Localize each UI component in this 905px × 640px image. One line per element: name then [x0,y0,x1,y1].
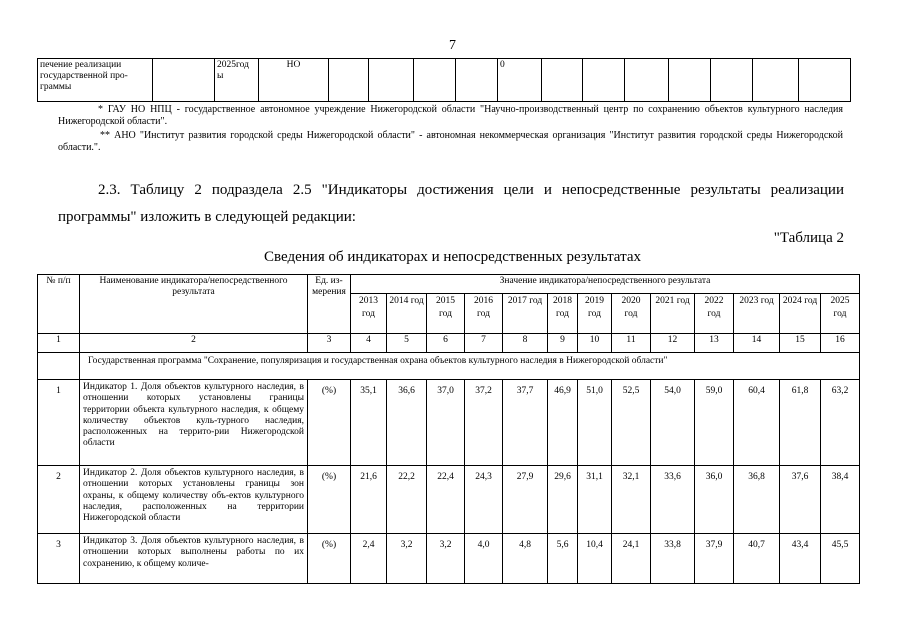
cell-empty [542,59,583,102]
cell-value: 0 [498,59,542,102]
value-cell: 27,9 [503,466,548,534]
column-number: 14 [734,334,780,353]
year-header: 2016 год [465,294,503,334]
column-number: 16 [821,334,860,353]
column-number: 11 [612,334,651,353]
cell-empty [711,59,753,102]
year-header: 2017 год [503,294,548,334]
row-number: 2 [38,466,80,534]
cell-empty [456,59,498,102]
value-cell: 24,1 [612,534,651,584]
body-paragraph: 2.3. Таблицу 2 подраздела 2.5 "Индикаторы достижения цели и непосредственные результаты реализации программы" изложить в следующей редакции: [58,182,844,225]
indicators-table [37,274,860,584]
cell-text: печение реализации государственной про-граммы [38,59,153,102]
unit-cell: (%) [308,534,351,584]
column-number: 6 [427,334,465,353]
year-header: 2023 год [734,294,780,334]
cell-empty [583,59,625,102]
value-cell: 10,4 [578,534,612,584]
footnote-2: ** АНО "Институт развития городской среды Нижегородской области" - автономная некоммерческая организация "Институт развития городской среды Нижегородской области.". [58,130,843,153]
value-cell: 31,1 [578,466,612,534]
value-cell: 5,6 [548,534,578,584]
value-cell: 37,0 [427,380,465,466]
column-number: 1 [38,334,80,353]
footnote-1: * ГАУ НО НПЦ - государственное автономное учреждение Нижегородской области "Научно-производственный центр по сохранению объектов культурного наследия Нижегородской области". [58,104,843,127]
year-header: 2021 год [651,294,695,334]
value-cell: 32,1 [612,466,651,534]
value-cell: 22,4 [427,466,465,534]
value-cell: 2,4 [351,534,387,584]
row-number: 3 [38,534,80,584]
continued-table-fragment [37,58,851,102]
cell-period: 2025год ы [215,59,259,102]
year-header: 2018 год [548,294,578,334]
header-num: № п/п [38,275,80,334]
column-number: 3 [308,334,351,353]
table-row [38,466,860,534]
cell-empty [369,59,414,102]
value-cell: 60,4 [734,380,780,466]
value-cell: 59,0 [695,380,734,466]
column-numbers-row [38,334,860,353]
value-cell: 36,8 [734,466,780,534]
cell-empty [799,59,851,102]
year-header: 2013 год [351,294,387,334]
value-cell: 61,8 [780,380,821,466]
cell-empty [329,59,369,102]
table-title: Сведения об индикаторах и непосредственных результатах [264,249,641,265]
column-number: 15 [780,334,821,353]
column-number: 13 [695,334,734,353]
value-cell: 33,8 [651,534,695,584]
value-cell: 37,7 [503,380,548,466]
value-cell: 22,2 [387,466,427,534]
column-number: 4 [351,334,387,353]
year-header: 2015 год [427,294,465,334]
indicator-name: Индикатор 3. Доля объектов культурного наследия, в отношении которых выполнены работы по их сохранению, к общему количе- [80,534,308,584]
page-number: 7 [449,38,456,53]
column-number: 9 [548,334,578,353]
value-cell: 36,6 [387,380,427,466]
program-row [38,353,860,380]
year-header: 2020 год [612,294,651,334]
cell-empty [625,59,669,102]
table-header-row [38,275,860,294]
value-cell: 37,9 [695,534,734,584]
value-cell: 51,0 [578,380,612,466]
row-number: 1 [38,380,80,466]
table-row [38,380,860,466]
program-num-cell [38,353,80,380]
value-cell: 36,0 [695,466,734,534]
value-cell: 35,1 [351,380,387,466]
value-cell: 52,5 [612,380,651,466]
year-header: 2014 год [387,294,427,334]
value-cell: 38,4 [821,466,860,534]
year-header: 2022 год [695,294,734,334]
header-name: Наименование индикатора/непосредственного результата [80,275,308,334]
value-cell: 21,6 [351,466,387,534]
table-row [38,534,860,584]
value-cell: 43,4 [780,534,821,584]
unit-cell: (%) [308,466,351,534]
value-cell: 4,8 [503,534,548,584]
cell-empty [753,59,799,102]
value-cell: 45,5 [821,534,860,584]
value-cell: 37,2 [465,380,503,466]
cell-empty [669,59,711,102]
column-number: 10 [578,334,612,353]
program-title: Государственная программа "Сохранение, популяризация и государственная охрана объектов культурного наследия в Нижегородской области" [80,353,860,380]
year-header: 2019 год [578,294,612,334]
header-values: Значение индикатора/непосредственного результата [351,275,860,294]
header-unit: Ед. из-мерения [308,275,351,334]
year-header: 2024 год [780,294,821,334]
column-number: 12 [651,334,695,353]
column-number: 2 [80,334,308,353]
value-cell: 63,2 [821,380,860,466]
column-number: 7 [465,334,503,353]
indicator-name: Индикатор 1. Доля объектов культурного наследия, в отношении которых установлены границы территории объекта культурного наследия, к общему количеству объектов куль-турного наследия, расположенных на террито-рии Нижегородской области [80,380,308,466]
value-cell: 40,7 [734,534,780,584]
value-cell: 29,6 [548,466,578,534]
value-cell: 37,6 [780,466,821,534]
cell-empty [414,59,456,102]
value-cell: 46,9 [548,380,578,466]
value-cell: 4,0 [465,534,503,584]
value-cell: 3,2 [427,534,465,584]
table-row [38,59,851,102]
value-cell: 3,2 [387,534,427,584]
value-cell: 54,0 [651,380,695,466]
year-header: 2025 год [821,294,860,334]
cell-empty [153,59,215,102]
unit-cell: (%) [308,380,351,466]
column-number: 5 [387,334,427,353]
table-label: "Таблица 2 [773,230,844,246]
column-number: 8 [503,334,548,353]
cell-executor: НО [259,59,329,102]
value-cell: 24,3 [465,466,503,534]
value-cell: 33,6 [651,466,695,534]
indicator-name: Индикатор 2. Доля объектов культурного наследия, в отношении которых установлены границы зон охраны, к общему количеству объ-ектов культурного наследия, расположенных на территории Нижегородской области [80,466,308,534]
